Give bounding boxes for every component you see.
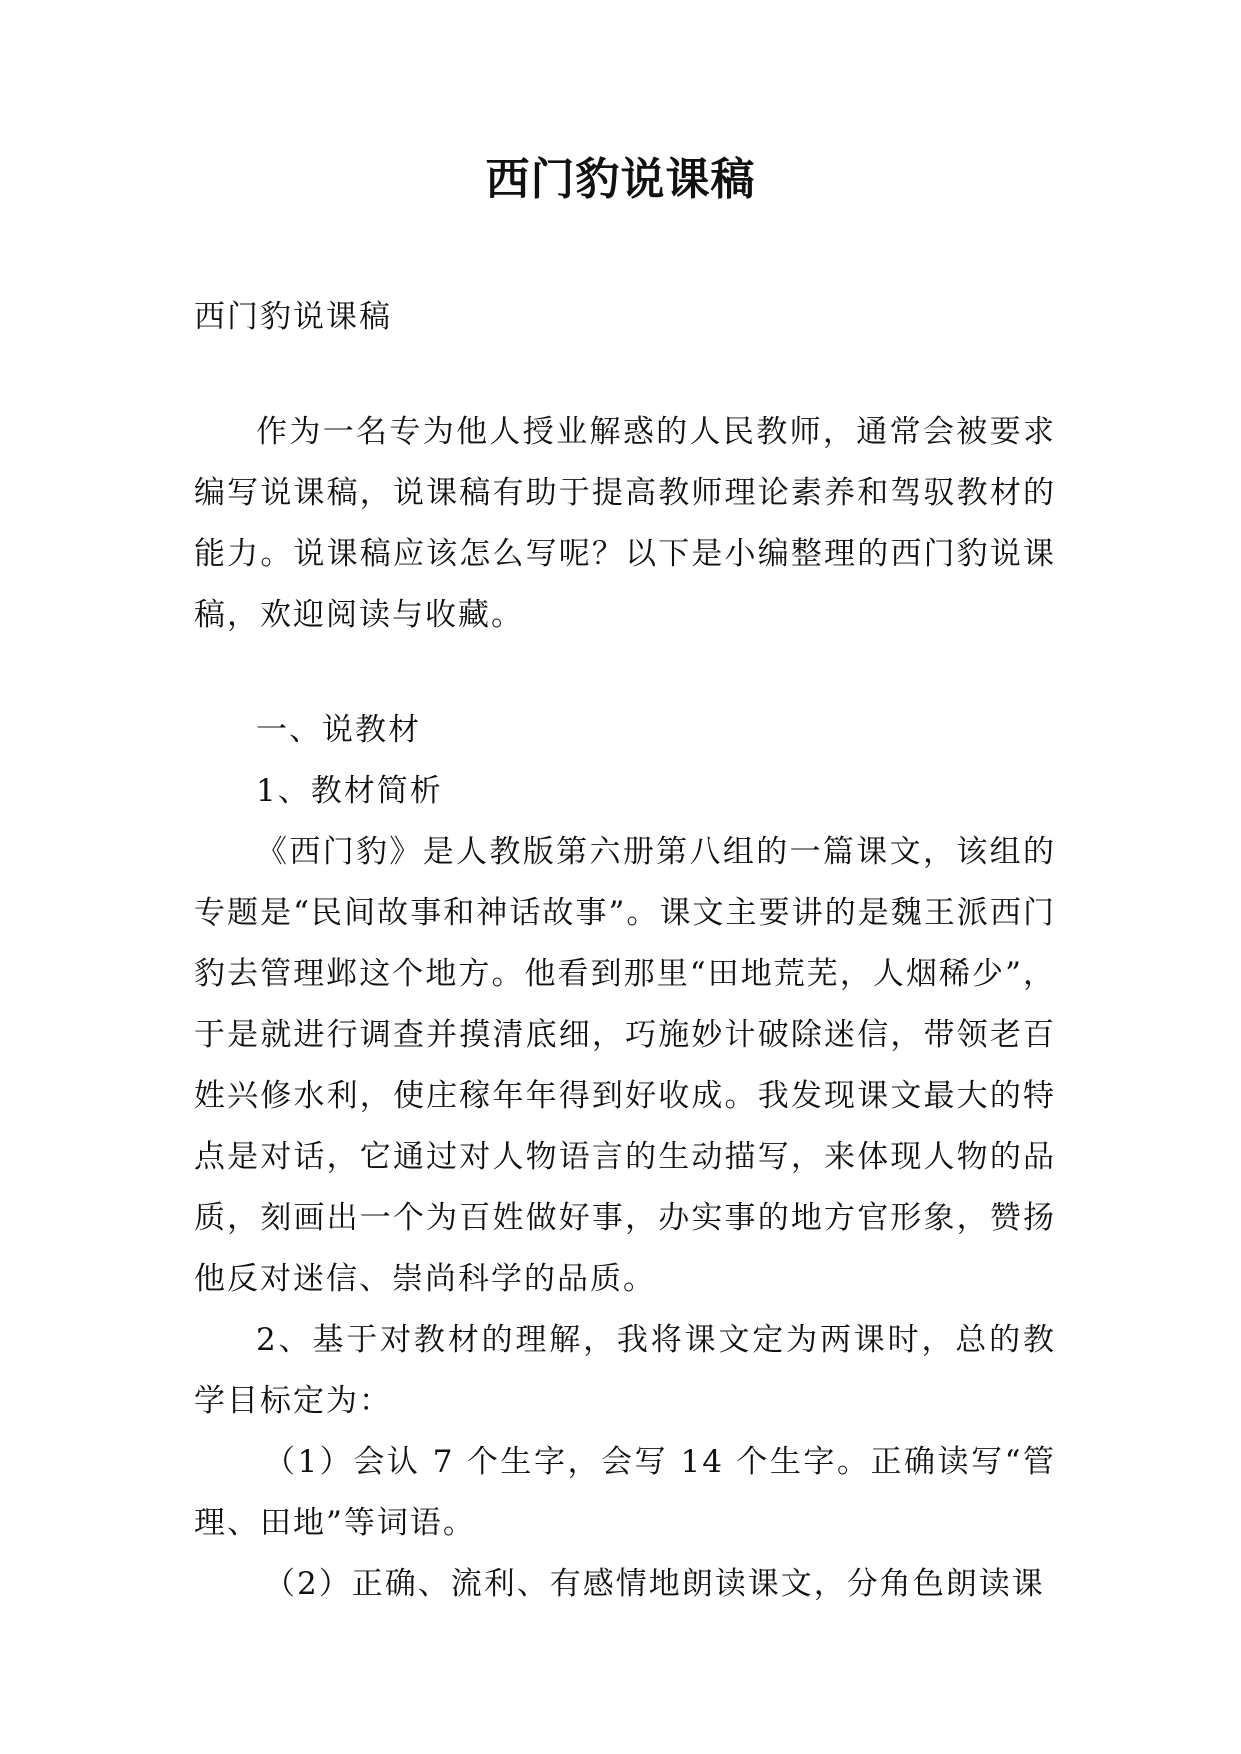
body-paragraph-1: 《西门豹》是人教版第六册第八组的一篇课文，该组的专题是“民间故事和神话故事”。课文主要讲的是魏王派西门豹去管理邺这个地方。他看到那里“田地荒芜，人烟稀少”，于是就进行调查并摸清底细，巧施妙计破除迷信，带领老百姓兴修水利，使庄稼年年得到好收成。我发现课文最大的特点是对话，它通过对人物语言的生动描写，来体现人物的品质，刻画出一个为百姓做好事，办实事的地方官形象，赞扬他反对迷信、崇尚科学的品质。: [194, 834, 1056, 1297]
intro-block: [194, 402, 1056, 646]
document-title: 西门豹说课稿: [485, 154, 756, 205]
body-paragraph-2: 2、基于对教材的理解，我将课文定为两课时，总的教学目标定为：: [194, 1322, 1056, 1419]
goal-item-2: （2）正确、流利、有感情地朗读课文，分角色朗读课: [264, 1566, 1045, 1602]
subsection-heading: 1、教材简析: [256, 773, 443, 809]
document-subtitle: [194, 287, 1056, 348]
goal-item-1: （1）会认 7 个生字，会写 14 个生字。正确读写“管理、田地”等词语。: [194, 1444, 1056, 1541]
section-heading: 一、说教材: [256, 712, 421, 748]
subtitle-text: 西门豹说课稿: [194, 299, 392, 335]
intro-paragraph: 作为一名专为他人授业解惑的人民教师，通常会被要求编写说课稿，说课稿有助于提高教师理论素养和驾驭教材的能力。说课稿应该怎么写呢？以下是小编整理的西门豹说课稿，欢迎阅读与收藏。: [194, 414, 1056, 633]
main-content: [194, 700, 1056, 1615]
